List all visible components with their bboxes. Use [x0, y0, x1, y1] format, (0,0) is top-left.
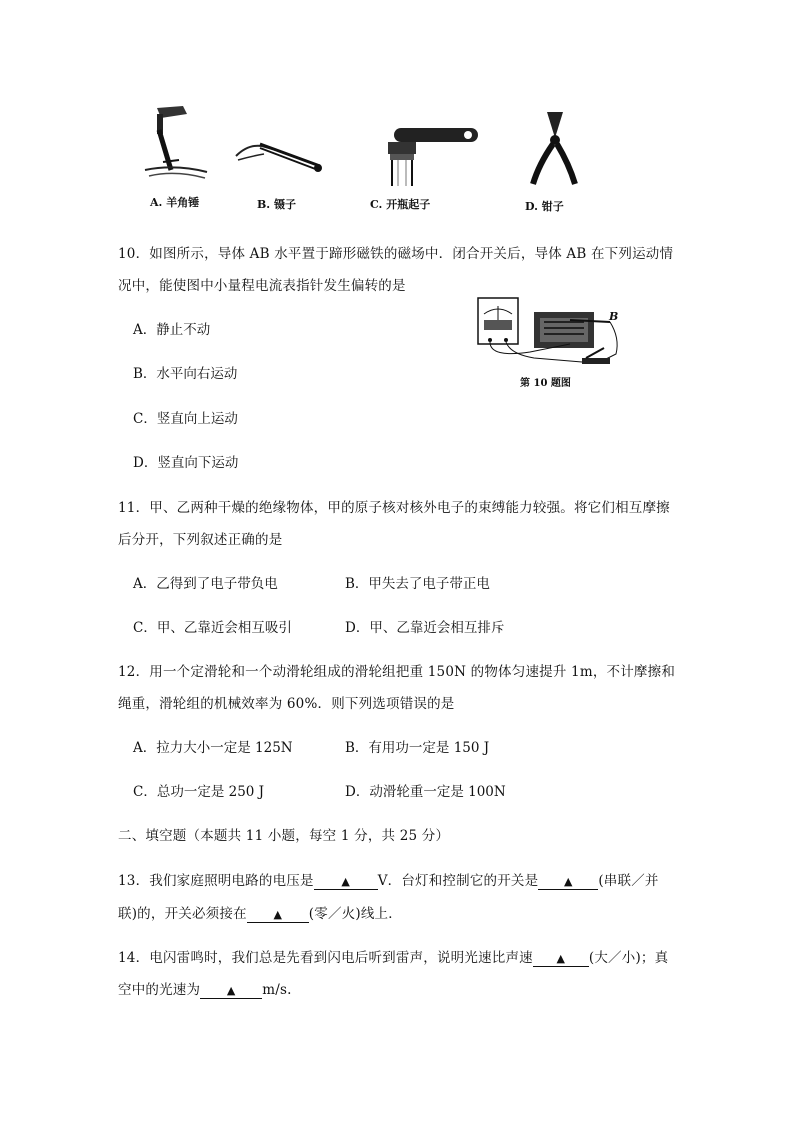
q13-text-1: 13．我们家庭照明电路的电压是	[118, 873, 314, 889]
hammer-figure	[135, 100, 215, 180]
blank-triangle-icon: ▲	[556, 952, 566, 965]
q12-line2: 绳重，滑轮组的机械效率为 60%．则下列选项错误的是	[118, 696, 455, 712]
section2-heading: 二、填空题（本题共 11 小题，每空 1 分，共 25 分）	[118, 828, 450, 844]
q11-line1: 11．甲、乙两种干燥的绝缘物体，甲的原子核对核外电子的束缚能力较强。将它们相互摩擦	[118, 500, 670, 516]
q11-line2: 后分开，下列叙述正确的是	[118, 532, 283, 548]
q14-text-4: m/s.	[262, 982, 292, 998]
blank-triangle-icon: ▲	[564, 875, 573, 888]
q11-option-b: B．甲失去了电子带正电	[345, 576, 490, 592]
q10-label-b: B	[609, 310, 619, 323]
q13-line2	[118, 902, 402, 923]
q11-option-c: C．甲、乙靠近会相互吸引	[133, 620, 292, 636]
q14-text-1: 14．电闪雷鸣时，我们总是先看到闪电后听到雷声，说明光速比声速	[118, 950, 533, 966]
q11-option-d: D．甲、乙靠近会相互排斥	[345, 620, 505, 636]
tool-c-label: C. 开瓶起子	[370, 198, 431, 211]
q10-option-a: A．静止不动	[133, 322, 211, 338]
q10-option-d: D．竖直向下运动	[133, 455, 239, 471]
q13-text-3: (串联／并	[598, 873, 659, 889]
q13-line1	[118, 869, 659, 890]
q14-blank-2[interactable]	[200, 983, 262, 999]
galvanometer-magnet-figure	[470, 292, 630, 372]
q14-text-3: 空中的光速为	[118, 982, 201, 998]
q14-line2	[118, 978, 292, 999]
tool-b-label: B. 镊子	[257, 198, 296, 211]
q11-option-a: A．乙得到了电子带负电	[133, 576, 278, 592]
q13-blank-1[interactable]	[314, 874, 378, 890]
q12-option-d: D．动滑轮重一定是 100N	[345, 784, 506, 800]
q13-text-2: V．台灯和控制它的开关是	[377, 873, 539, 889]
pliers-figure	[525, 108, 585, 188]
tweezers-figure	[230, 130, 330, 180]
q12-option-a: A．拉力大小一定是 125N	[133, 740, 293, 756]
blank-triangle-icon: ▲	[273, 908, 283, 921]
q14-text-2: (大／小)；真	[588, 950, 669, 966]
q12-option-c: C．总功一定是 250 J	[133, 784, 265, 800]
q10-option-c: C．竖直向上运动	[133, 411, 238, 427]
tool-a-label: A. 羊角锤	[150, 196, 200, 209]
q13-text-4: 联)的，开关必须接在	[118, 906, 247, 922]
tool-d-label: D. 钳子	[525, 200, 564, 213]
q12-option-b: B．有用功一定是 150 J	[345, 740, 490, 756]
q13-text-5: (零／火)线上．	[308, 906, 402, 922]
q14-line1	[118, 946, 668, 967]
q14-blank-1[interactable]	[533, 951, 589, 967]
blank-triangle-icon: ▲	[341, 875, 351, 888]
q10-figure-caption: 第 10 题图	[520, 378, 571, 389]
bottle-opener-figure	[380, 118, 480, 188]
q12-line1: 12．用一个定滑轮和一个动滑轮组成的滑轮组把重 150N 的物体匀速提升 1m，不计摩擦和	[118, 664, 676, 680]
q13-blank-3[interactable]	[247, 907, 309, 923]
q10-line1: 10．如图所示，导体 AB 水平置于蹄形磁铁的磁场中．闭合开关后，导体 AB 在下列运动情	[118, 246, 674, 262]
blank-triangle-icon: ▲	[226, 984, 236, 997]
q10-option-b: B．水平向右运动	[133, 366, 238, 382]
q10-line2: 况中，能使图中小量程电流表指针发生偏转的是	[118, 278, 406, 294]
q13-blank-2[interactable]	[538, 874, 598, 890]
